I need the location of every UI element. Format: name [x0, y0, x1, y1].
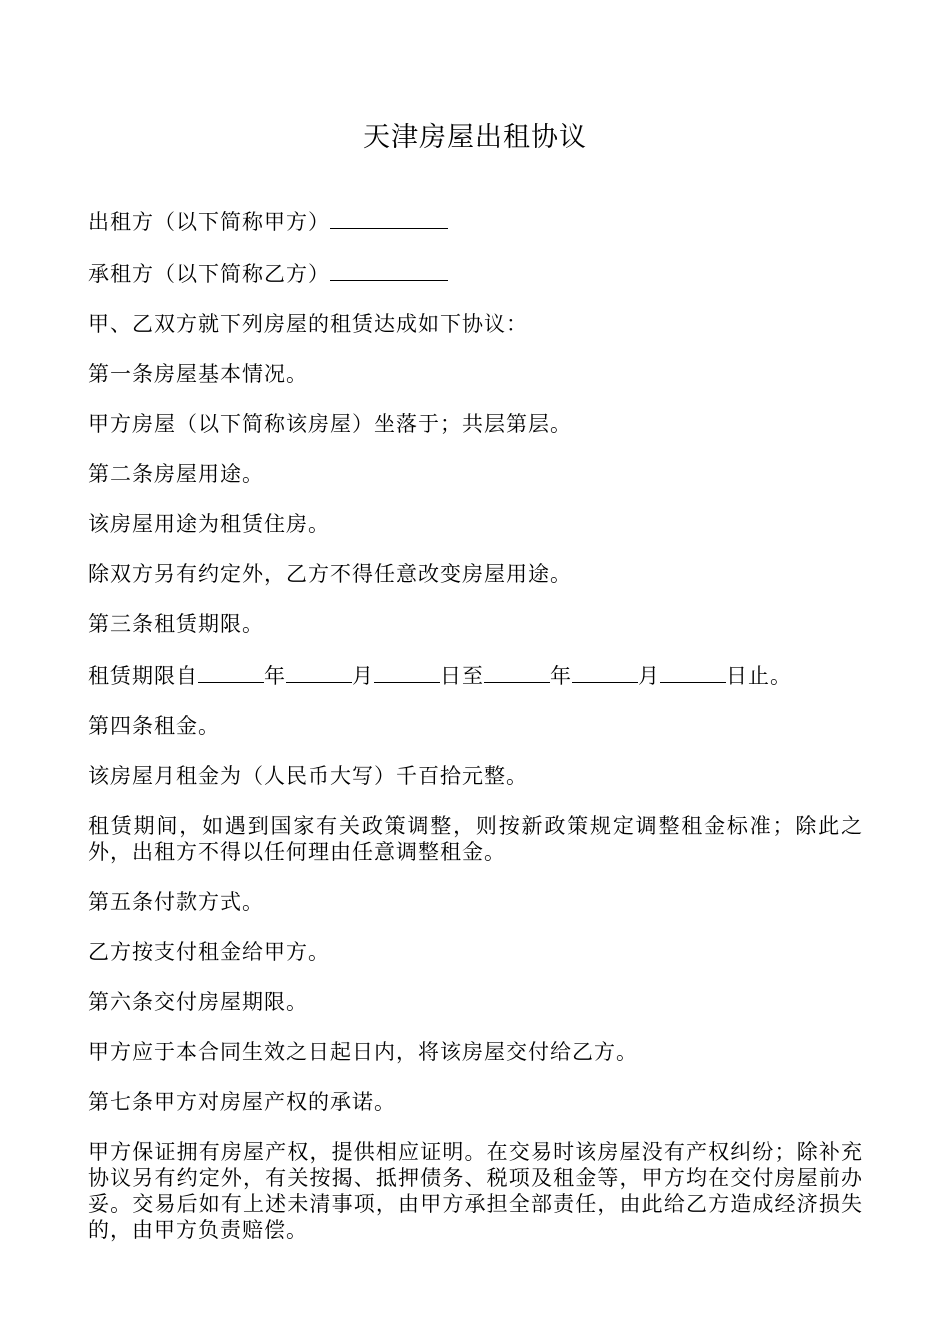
lessor-blank — [330, 207, 448, 229]
lessee-line — [88, 259, 863, 287]
article-4-title: 第四条租金。 — [88, 714, 220, 738]
term-month-2: 月 — [638, 664, 660, 688]
lessee-blank — [330, 259, 448, 281]
article-7-text: 甲方保证拥有房屋产权，提供相应证明。在交易时该房屋没有产权纠纷；除补充协议另有约定外，有关按揭、抵押债务、税项及租金等，甲方均在交付房屋前办妥。交易后如有上述未清事项，由甲方承担全部责任，由此给乙方造成经济损失的，由甲方负责赔偿。 — [88, 1140, 863, 1242]
document-body — [88, 207, 863, 1267]
term-year-1: 年 — [264, 664, 286, 688]
article-2-title: 第二条房屋用途。 — [88, 462, 264, 486]
end-day-blank — [660, 661, 726, 683]
article-6-title: 第六条交付房屋期限。 — [88, 990, 308, 1014]
lessor-line — [88, 207, 863, 235]
article-1-title: 第一条房屋基本情况。 — [88, 362, 308, 386]
article-4-text-2: 租赁期间，如遇到国家有关政策调整，则按新政策规定调整租金标准；除此之外，出租方不得以任何理由任意调整租金。 — [88, 814, 863, 864]
article-5-text: 乙方按支付租金给甲方。 — [88, 940, 330, 964]
end-month-blank — [572, 661, 638, 683]
start-day-blank — [374, 661, 440, 683]
start-month-blank — [286, 661, 352, 683]
term-year-2: 年 — [550, 664, 572, 688]
article-7-title: 第七条甲方对房屋产权的承诺。 — [88, 1090, 396, 1114]
article-5-title: 第五条付款方式。 — [88, 890, 264, 914]
end-year-blank — [484, 661, 550, 683]
article-2-text-2: 除双方另有约定外，乙方不得任意改变房屋用途。 — [88, 562, 572, 586]
lease-term-line — [88, 661, 863, 689]
term-day-2: 日止。 — [726, 664, 792, 688]
term-prefix: 租赁期限自 — [88, 664, 198, 688]
term-month-1: 月 — [352, 664, 374, 688]
article-6-text: 甲方应于本合同生效之日起日内，将该房屋交付给乙方。 — [88, 1040, 638, 1064]
lessee-label: 承租方（以下简称乙方） — [88, 262, 330, 286]
start-year-blank — [198, 661, 264, 683]
article-2-text-1: 该房屋用途为租赁住房。 — [88, 512, 330, 536]
lessor-label: 出租方（以下简称甲方） — [88, 210, 330, 234]
article-4-text-1: 该房屋月租金为（人民币大写）千百拾元整。 — [88, 764, 528, 788]
document-title: 天津房屋出租协议 — [363, 122, 587, 153]
article-3-title: 第三条租赁期限。 — [88, 612, 264, 636]
article-1-text: 甲方房屋（以下简称该房屋）坐落于；共层第层。 — [88, 412, 572, 436]
intro-paragraph: 甲、乙双方就下列房屋的租赁达成如下协议： — [88, 312, 528, 336]
term-day-1: 日至 — [440, 664, 484, 688]
